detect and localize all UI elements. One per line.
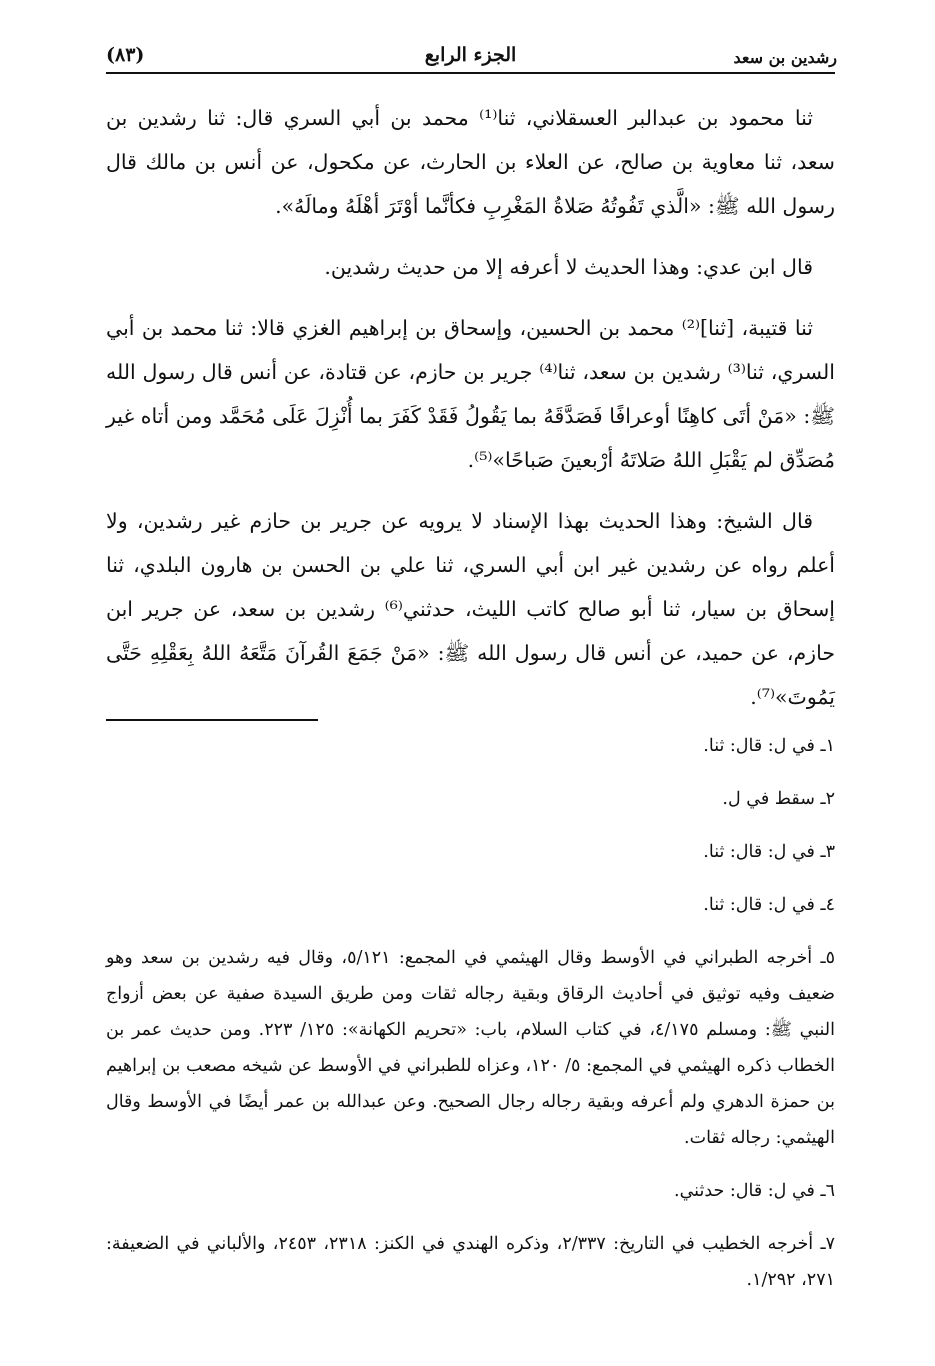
footnote: ١ـ في ل: قال: ثنا.: [703, 736, 835, 756]
footnotes: [106, 728, 835, 1315]
paragraph: قال ابن عدي: وهذا الحديث لا أعرفه إلا من حديث رشدين.: [324, 255, 813, 279]
footnote: ٢ـ سقط في ل.: [722, 789, 835, 809]
header-volume-title: الجزء الرابع: [424, 44, 517, 66]
header-section-title: رشدين بن سعد: [733, 48, 837, 67]
running-header: [106, 40, 835, 74]
page-number: (٨٣): [106, 44, 145, 66]
footnote: ٤ـ في ل: قال: ثنا.: [703, 895, 835, 915]
paragraph: ثنا قتيبة، [ثنا]⁽²⁾ محمد بن الحسين، وإسحاق بن إبراهيم الغزي قالا: ثنا محمد بن أبي السري، ثنا⁽³⁾ رشدين بن سعد، ثنا⁽⁴⁾ جرير بن حازم، عن قتادة، عن أنس قال رسول الله ﷺ: «مَنْ أتَى كاهِنًا أوعرافًا فَصَدَّقَهُ بما يَقُولُ فَقَدْ كَفَرَ بما أُنْزِلَ عَلَى مُحَمَّد ومن أتاه غير مُصَدِّق لم يَقْبَلِ اللهُ صَلاتَهُ أرْبعينَ صَباحًا»⁽⁵⁾.: [106, 316, 835, 472]
main-text: [106, 96, 835, 736]
footnote-divider: [106, 719, 318, 721]
footnote: ٣ـ في ل: قال: ثنا.: [703, 842, 835, 862]
paragraph: قال الشيخ: وهذا الحديث بهذا الإسناد لا يرويه عن جرير بن حازم غير رشدين، ولا أعلم رواه عن رشدين غير ابن أبي السري، ثنا علي بن الحسن بن هارون البلدي، ثنا إسحاق بن سيار، ثنا أبو صالح كاتب الليث، حدثني⁽⁶⁾ رشدين بن سعد، عن جرير ابن حازم، عن حميد، عن أنس قال رسول الله ﷺ: «مَنْ جَمَعَ القُرآنَ مَتَّعَهُ اللهُ بِعَقْلِهِ حَتَّى يَمُوتَ»⁽⁷⁾.: [106, 509, 835, 709]
paragraph: ثنا محمود بن عبدالبر العسقلاني، ثنا⁽¹⁾ محمد بن أبي السري قال: ثنا رشدين بن سعد، ثنا معاوية بن صالح، عن العلاء بن الحارث، عن مكحول، عن أنس بن مالك قال رسول الله ﷺ: «الَّذي تَفُوتُهُ صَلاةُ المَغْرِبِ فكأنَّما أوْتَرَ أهْلَهُ ومالَهُ».: [106, 106, 835, 218]
footnote: ٦ـ في ل: قال: حدثني.: [674, 1181, 835, 1201]
footnote: ٧ـ أخرجه الخطيب في التاريخ: ٢/٣٣٧، وذكره الهندي في الكنز: ٢٣١٨، ٢٤٥٣، والألباني في الضعيفة: ٢٧١، ١/٢٩٢.: [106, 1234, 836, 1290]
footnote: ٥ـ أخرجه الطبراني في الأوسط وقال الهيثمي في المجمع: ٥/١٢١، وقال فيه رشدين بن سعد وهو ضعيف وفيه توثيق في أحاديث الرقاق وبقية رجاله ثقات ومن طريق السيدة صفية عن بعض أزواج النبي ﷺ: ومسلم ٤/١٧٥، في كتاب السلام، باب: «تحريم الكهانة»: ١٢٥/ ٢٢٣. ومن حديث عمر بن الخطاب ذكره الهيثمي في المجمع: ٥/ ١٢٠، وعزاه للطبراني في الأوسط عن شيخه مصعب بن إبراهيم بن حمزة الدهري ولم أعرفه وبقية رجاله رجال الصحيح. وعن عبدالله بن عمر أيضًا في الأوسط وقال الهيثمي: رجاله ثقات.: [106, 948, 835, 1148]
header-divider: [106, 72, 835, 74]
